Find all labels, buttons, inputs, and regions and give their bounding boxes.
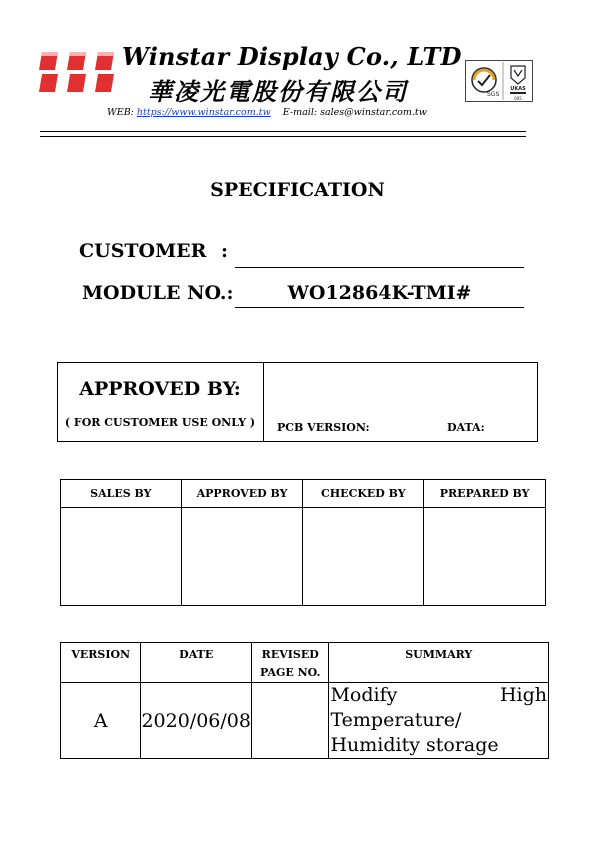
customer-use-note: ( FOR CUSTOMER USE ONLY ) [64, 416, 256, 429]
version-header: VERSION [61, 643, 141, 683]
company-name-chinese: 華凌光電股份有限公司 [148, 77, 408, 106]
company-name-english: Winstar Display Co., LTD [122, 42, 462, 71]
approved-by-cell [181, 508, 303, 606]
signoff-table [60, 479, 546, 606]
date-cell: 2020/06/08 [141, 683, 252, 759]
module-no-value: WO12864K-TMI# [287, 282, 472, 304]
email-address: sales@winstar.com.tw [320, 107, 427, 118]
revision-header-row [61, 643, 549, 683]
module-underline [235, 307, 524, 308]
header-rule-bottom [40, 136, 526, 137]
approved-by-header: APPROVED BY [181, 480, 303, 508]
certification-badges [465, 60, 533, 102]
table-row [61, 683, 549, 759]
summary-line-3: Humidity storage [330, 734, 499, 756]
svg-text:SGS: SGS [487, 91, 500, 98]
prepared-by-cell [424, 508, 546, 606]
contact-line [107, 107, 427, 118]
web-label: WEB: [107, 107, 134, 118]
date-header: DATE [141, 643, 252, 683]
svg-text:005: 005 [514, 96, 522, 101]
sales-by-header: SALES BY [61, 480, 182, 508]
version-cell: A [61, 683, 141, 759]
sales-by-cell [61, 508, 182, 606]
module-no-label: MODULE NO.: [82, 282, 234, 304]
approved-by-title: APPROVED BY: [79, 378, 241, 400]
revised-page-header [251, 643, 329, 683]
customer-colon: : [221, 240, 229, 262]
customer-label: CUSTOMER [79, 240, 207, 262]
revised-header-line1: REVISED [261, 648, 319, 661]
summary-line-1: Modify High [330, 684, 547, 706]
checked-by-header: CHECKED BY [303, 480, 424, 508]
checked-by-cell [303, 508, 424, 606]
revision-table [60, 642, 549, 759]
summary-header: SUMMARY [329, 643, 549, 683]
summary-line-2: Temperature/ [330, 709, 462, 731]
svg-text:UKAS: UKAS [510, 86, 526, 92]
approval-box-divider [263, 362, 264, 442]
pcb-version-label: PCB VERSION: [277, 421, 370, 434]
winstar-logo [38, 50, 122, 96]
signoff-header-row [61, 480, 546, 508]
summary-cell [329, 683, 549, 759]
data-label: DATA: [447, 421, 485, 434]
header-rule-top [40, 131, 526, 132]
document-title: SPECIFICATION [210, 179, 385, 201]
signoff-signature-row [61, 508, 546, 606]
revised-page-cell [251, 683, 329, 759]
email-label: E-mail: [282, 107, 318, 118]
revised-header-line2: PAGE NO. [259, 666, 321, 679]
web-link[interactable]: https://www.winstar.com.tw [136, 107, 271, 118]
customer-underline [235, 267, 524, 268]
prepared-by-header: PREPARED BY [424, 480, 546, 508]
